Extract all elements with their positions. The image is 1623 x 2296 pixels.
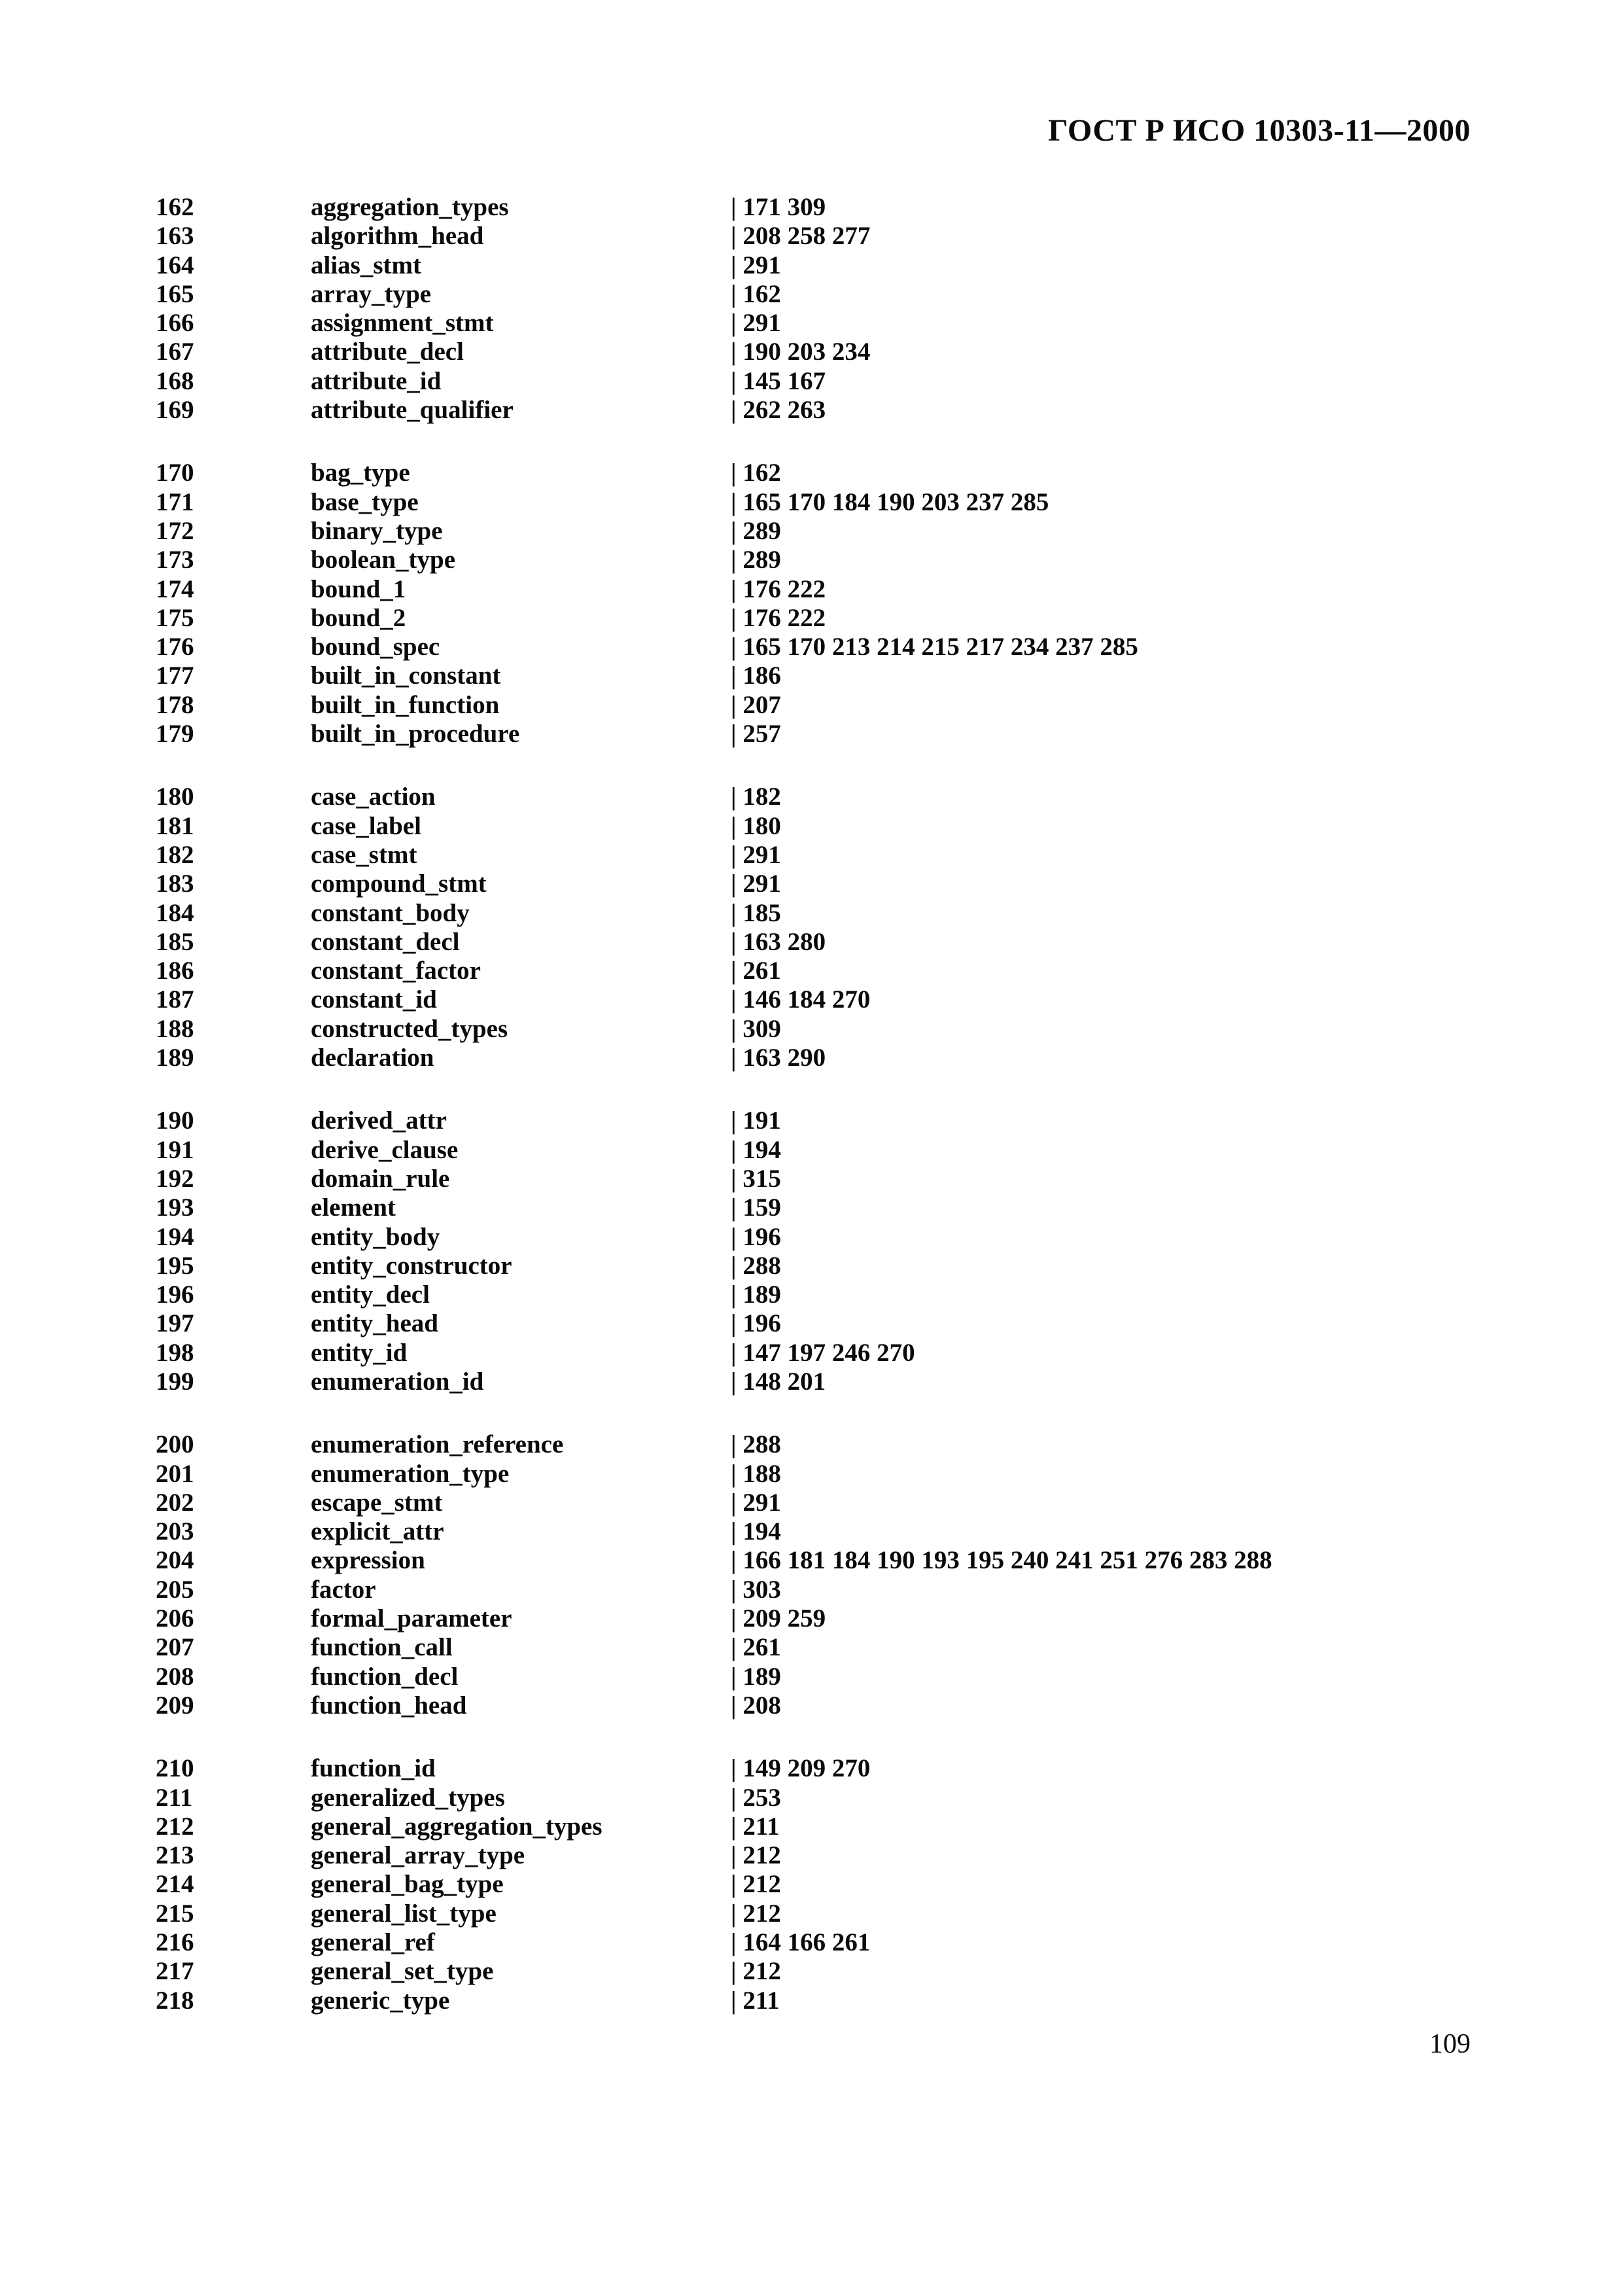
production-number: 181 (156, 811, 194, 840)
table-row (0, 783, 1623, 811)
production-number: 208 (156, 1662, 194, 1691)
production-name: built_in_function (311, 690, 500, 719)
production-name: factor (311, 1575, 376, 1604)
table-row (0, 1489, 1623, 1517)
table-row (0, 1870, 1623, 1899)
production-references: | 289 (731, 516, 781, 545)
table-row (0, 1754, 1623, 1783)
table-row (0, 1604, 1623, 1633)
production-name: case_label (311, 811, 421, 840)
table-row (0, 1339, 1623, 1368)
production-number: 166 (156, 309, 194, 338)
production-name: generic_type (311, 1986, 450, 2015)
production-number: 200 (156, 1430, 194, 1459)
production-number: 204 (156, 1546, 194, 1575)
production-references: | 288 (731, 1430, 781, 1459)
production-name: attribute_qualifier (311, 396, 514, 425)
production-references: | 257 (731, 720, 781, 749)
production-references: | 182 (731, 783, 781, 811)
production-references: | 185 (731, 898, 781, 927)
production-number: 186 (156, 957, 194, 985)
table-row (0, 1899, 1623, 1928)
production-name: boolean_type (311, 546, 456, 574)
production-number: 171 (156, 487, 194, 516)
production-references: | 291 (731, 309, 781, 338)
production-references: | 176 222 (731, 574, 826, 603)
production-name: constant_decl (311, 927, 460, 956)
production-number: 192 (156, 1164, 194, 1193)
table-row (0, 633, 1623, 662)
production-name: formal_parameter (311, 1604, 512, 1633)
row-group (0, 1754, 1623, 2015)
table-row (0, 985, 1623, 1014)
production-name: attribute_id (311, 366, 442, 395)
production-references: | 212 (731, 1899, 781, 1928)
production-references: | 196 (731, 1222, 781, 1251)
production-name: entity_constructor (311, 1251, 512, 1280)
table-row (0, 1106, 1623, 1135)
production-name: aggregation_types (311, 193, 509, 221)
document-header: ГОСТ Р ИСО 10303-11—2000 (1048, 113, 1471, 148)
table-row (0, 720, 1623, 749)
table-row (0, 309, 1623, 338)
production-references: | 303 (731, 1575, 781, 1604)
production-references: | 145 167 (731, 366, 826, 395)
production-references: | 309 (731, 1014, 781, 1043)
table-row (0, 1784, 1623, 1812)
production-name: case_action (311, 783, 436, 811)
production-number: 209 (156, 1691, 194, 1720)
table-row (0, 575, 1623, 604)
production-references: | 163 280 (731, 927, 826, 956)
production-name: generalized_types (311, 1783, 505, 1812)
production-number: 170 (156, 459, 194, 487)
production-name: base_type (311, 487, 419, 516)
table-row (0, 396, 1623, 425)
table-row (0, 280, 1623, 309)
production-name: alias_stmt (311, 251, 421, 279)
production-name: function_head (311, 1691, 467, 1720)
production-references: | 166 181 184 190 193 195 240 241 251 276 283 288 (731, 1546, 1272, 1575)
production-name: general_array_type (311, 1841, 525, 1870)
table-row (0, 1812, 1623, 1841)
production-number: 194 (156, 1222, 194, 1251)
production-references: | 163 290 (731, 1044, 826, 1072)
table-row (0, 367, 1623, 396)
production-references: | 261 (731, 1633, 781, 1662)
production-number: 211 (156, 1783, 193, 1812)
production-references: | 164 166 261 (731, 1928, 871, 1957)
table-row (0, 899, 1623, 928)
production-name: entity_body (311, 1222, 440, 1251)
production-name: bound_spec (311, 633, 440, 662)
production-references: | 191 (731, 1106, 781, 1135)
production-name: attribute_decl (311, 338, 464, 366)
production-number: 177 (156, 662, 194, 690)
production-number: 201 (156, 1459, 194, 1488)
table-row (0, 691, 1623, 720)
table-row (0, 1633, 1623, 1662)
table-row (0, 928, 1623, 957)
row-group (0, 783, 1623, 1072)
production-number: 213 (156, 1841, 194, 1870)
production-name: bound_2 (311, 603, 406, 632)
row-group (0, 1430, 1623, 1720)
table-row (0, 1546, 1623, 1575)
production-references: | 291 (731, 840, 781, 869)
production-name: function_id (311, 1754, 436, 1783)
production-references: | 194 (731, 1517, 781, 1546)
production-number: 173 (156, 546, 194, 574)
production-number: 212 (156, 1812, 194, 1841)
production-name: enumeration_type (311, 1459, 510, 1488)
production-name: entity_id (311, 1338, 408, 1367)
production-references: | 189 (731, 1662, 781, 1691)
table-row (0, 517, 1623, 546)
production-name: constructed_types (311, 1014, 508, 1043)
production-number: 197 (156, 1309, 194, 1338)
production-name: domain_rule (311, 1164, 450, 1193)
production-number: 189 (156, 1044, 194, 1072)
table-row (0, 338, 1623, 366)
production-references: | 165 170 184 190 203 237 285 (731, 487, 1049, 516)
production-number: 168 (156, 366, 194, 395)
production-name: entity_head (311, 1309, 438, 1338)
production-number: 176 (156, 633, 194, 662)
production-number: 218 (156, 1986, 194, 2015)
production-name: enumeration_id (311, 1367, 484, 1396)
production-references: | 212 (731, 1870, 781, 1899)
table-row (0, 841, 1623, 870)
table-row (0, 1193, 1623, 1222)
table-row (0, 459, 1623, 487)
production-name: element (311, 1193, 396, 1222)
production-number: 179 (156, 720, 194, 749)
production-references: | 208 (731, 1691, 781, 1720)
production-name: general_list_type (311, 1899, 497, 1928)
production-name: binary_type (311, 516, 443, 545)
production-name: function_decl (311, 1662, 459, 1691)
production-number: 163 (156, 222, 194, 251)
production-number: 183 (156, 870, 194, 898)
production-references: | 212 (731, 1957, 781, 1986)
table-row (0, 1460, 1623, 1489)
table-row (0, 251, 1623, 280)
production-name: declaration (311, 1044, 434, 1072)
production-name: explicit_attr (311, 1517, 444, 1546)
production-references: | 149 209 270 (731, 1754, 871, 1783)
production-name: entity_decl (311, 1280, 430, 1309)
table-row (0, 1368, 1623, 1396)
production-name: escape_stmt (311, 1488, 443, 1517)
production-name: algorithm_head (311, 222, 484, 251)
production-references: | 162 (731, 459, 781, 487)
production-references: | 262 263 (731, 396, 826, 425)
table-row (0, 1576, 1623, 1604)
production-references: | 291 (731, 251, 781, 279)
production-number: 174 (156, 574, 194, 603)
production-references: | 148 201 (731, 1367, 826, 1396)
table-row (0, 1663, 1623, 1691)
production-references: | 315 (731, 1164, 781, 1193)
production-number: 169 (156, 396, 194, 425)
table-row (0, 1928, 1623, 1957)
page-number: 109 (1429, 2029, 1471, 2059)
production-name: bound_1 (311, 574, 406, 603)
production-number: 191 (156, 1135, 194, 1164)
table-row (0, 488, 1623, 517)
production-number: 214 (156, 1870, 194, 1899)
production-number: 206 (156, 1604, 194, 1633)
production-references: | 212 (731, 1841, 781, 1870)
table-row (0, 222, 1623, 251)
production-references: | 188 (731, 1459, 781, 1488)
production-number: 203 (156, 1517, 194, 1546)
production-name: function_call (311, 1633, 453, 1662)
production-references: | 180 (731, 811, 781, 840)
table-row (0, 1044, 1623, 1072)
production-name: general_bag_type (311, 1870, 504, 1899)
production-name: case_stmt (311, 840, 417, 869)
production-number: 195 (156, 1251, 194, 1280)
table-row (0, 1280, 1623, 1309)
production-references: | 159 (731, 1193, 781, 1222)
table-row (0, 1841, 1623, 1870)
table-row (0, 1957, 1623, 1986)
production-name: assignment_stmt (311, 309, 494, 338)
row-group (0, 459, 1623, 749)
production-references: | 190 203 234 (731, 338, 871, 366)
production-number: 162 (156, 193, 194, 221)
table-row (0, 1223, 1623, 1252)
production-references: | 196 (731, 1309, 781, 1338)
production-number: 215 (156, 1899, 194, 1928)
production-name: expression (311, 1546, 425, 1575)
production-number: 199 (156, 1367, 194, 1396)
production-name: general_aggregation_types (311, 1812, 602, 1841)
production-references: | 186 (731, 662, 781, 690)
cross-reference-table (0, 193, 1623, 2049)
production-number: 182 (156, 840, 194, 869)
production-name: derive_clause (311, 1135, 459, 1164)
table-row (0, 1165, 1623, 1193)
production-number: 205 (156, 1575, 194, 1604)
table-row (0, 1987, 1623, 2015)
row-group (0, 193, 1623, 425)
production-number: 198 (156, 1338, 194, 1367)
production-number: 178 (156, 690, 194, 719)
production-number: 217 (156, 1957, 194, 1986)
production-references: | 208 258 277 (731, 222, 871, 251)
production-references: | 291 (731, 870, 781, 898)
production-references: | 162 (731, 279, 781, 308)
table-row (0, 1252, 1623, 1280)
production-references: | 146 184 270 (731, 985, 871, 1014)
production-number: 175 (156, 603, 194, 632)
production-number: 188 (156, 1014, 194, 1043)
production-name: built_in_constant (311, 662, 501, 690)
table-row (0, 1015, 1623, 1044)
production-references: | 253 (731, 1783, 781, 1812)
production-number: 164 (156, 251, 194, 279)
production-number: 185 (156, 927, 194, 956)
production-number: 165 (156, 279, 194, 308)
production-name: built_in_procedure (311, 720, 520, 749)
production-references: | 211 (731, 1812, 780, 1841)
table-row (0, 662, 1623, 690)
production-number: 180 (156, 783, 194, 811)
production-references: | 189 (731, 1280, 781, 1309)
production-references: | 291 (731, 1488, 781, 1517)
production-name: general_set_type (311, 1957, 494, 1986)
production-number: 167 (156, 338, 194, 366)
production-name: array_type (311, 279, 432, 308)
table-row (0, 1691, 1623, 1720)
production-references: | 288 (731, 1251, 781, 1280)
table-row (0, 870, 1623, 898)
production-name: constant_body (311, 898, 470, 927)
table-row (0, 1430, 1623, 1459)
table-row (0, 1517, 1623, 1546)
production-number: 207 (156, 1633, 194, 1662)
table-row (0, 546, 1623, 574)
table-row (0, 1309, 1623, 1338)
production-name: bag_type (311, 459, 410, 487)
production-references: | 165 170 213 214 215 217 234 237 285 (731, 633, 1138, 662)
production-number: 193 (156, 1193, 194, 1222)
table-row (0, 812, 1623, 841)
production-references: | 261 (731, 957, 781, 985)
production-name: constant_factor (311, 957, 481, 985)
production-name: compound_stmt (311, 870, 487, 898)
production-name: enumeration_reference (311, 1430, 564, 1459)
production-references: | 209 259 (731, 1604, 826, 1633)
production-number: 196 (156, 1280, 194, 1309)
production-name: constant_id (311, 985, 437, 1014)
production-number: 172 (156, 516, 194, 545)
production-references: | 194 (731, 1135, 781, 1164)
production-number: 210 (156, 1754, 194, 1783)
production-number: 216 (156, 1928, 194, 1957)
table-row (0, 957, 1623, 985)
production-references: | 147 197 246 270 (731, 1338, 915, 1367)
production-number: 190 (156, 1106, 194, 1135)
production-references: | 171 309 (731, 193, 826, 221)
production-references: | 211 (731, 1986, 780, 2015)
table-row (0, 1136, 1623, 1165)
production-references: | 289 (731, 546, 781, 574)
table-row (0, 604, 1623, 633)
production-number: 202 (156, 1488, 194, 1517)
production-number: 184 (156, 898, 194, 927)
row-group (0, 1106, 1623, 1396)
table-row (0, 193, 1623, 222)
production-number: 187 (156, 985, 194, 1014)
production-name: general_ref (311, 1928, 435, 1957)
production-name: derived_attr (311, 1106, 447, 1135)
production-references: | 176 222 (731, 603, 826, 632)
production-references: | 207 (731, 690, 781, 719)
